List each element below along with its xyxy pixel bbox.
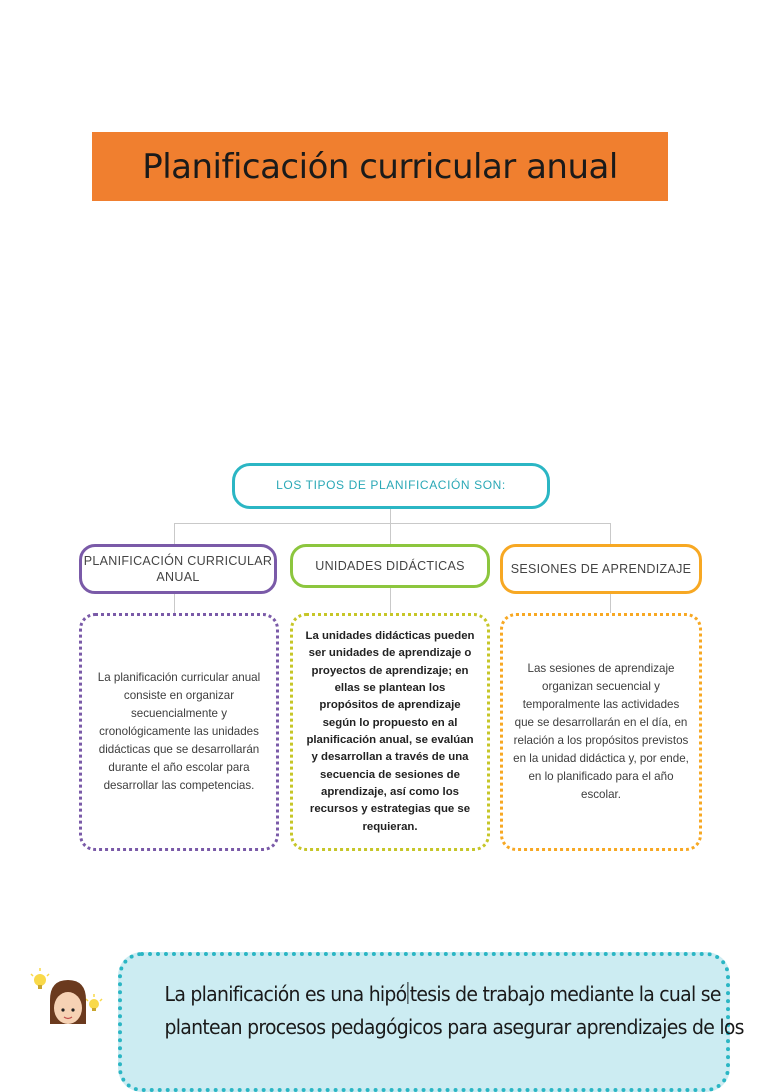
connector-right-box (610, 594, 611, 613)
callout-text-part-2: tesis de trabajo mediante la cual se (409, 982, 721, 1006)
connector-left (174, 523, 175, 544)
callout-line-1 (164, 978, 721, 1011)
category-unidades-didacticas: UNIDADES DIDÁCTICAS (290, 544, 490, 588)
connector-horizontal (174, 523, 610, 524)
connector-trunk (390, 509, 391, 523)
lightbulb-icon (31, 968, 49, 989)
description-unidades-didacticas: La unidades didácticas pueden ser unidades de aprendizaje o proyectos de aprendizaje; en ellas se plantean los propósitos de aprendizaje según lo propuesto en al planificación anual, se evalúan y desarrollan a través de una secuencia de sesiones de aprendizaje, así como los recursos y estrategias que se requieran. (290, 613, 490, 851)
connector-left-box (174, 594, 175, 613)
description-planificacion-anual: La planificación curricular anual consiste en organizar secuencialmente y cronológicamente las unidades didácticas que se desarrollarán durante el año escolar para desarrollar las competencias. (79, 613, 279, 851)
lightbulb-icon-2 (86, 994, 102, 1011)
connector-right (610, 523, 611, 544)
callout-text-part-1: La planificación es una hipó (164, 982, 407, 1006)
connector-middle (390, 523, 391, 544)
callout-line-2: plantean procesos pedagógicos para asegurar aprendizajes de los (164, 1014, 744, 1039)
diagram-heading: LOS TIPOS DE PLANIFICACIÓN SON: (232, 463, 550, 509)
connector-middle-box (390, 588, 391, 613)
category-sesiones-aprendizaje: SESIONES DE APRENDIZAJE (500, 544, 702, 594)
definition-callout (118, 952, 744, 1092)
title-banner (92, 132, 668, 201)
category-planificacion-anual: PLANIFICACIÓN CURRICULAR ANUAL (79, 544, 277, 594)
planning-types-diagram (70, 455, 710, 855)
student-illustration (28, 966, 108, 1024)
description-sesiones-aprendizaje: Las sesiones de aprendizaje organizan secuencial y temporalmente las actividades que se desarrollarán en el día, en relación a los propósitos previstos en la unidad didáctica y, por ende, en lo planificado para el año escolar. (500, 613, 702, 851)
student-face (50, 980, 86, 1024)
page-title: Planificación curricular anual (142, 146, 618, 187)
